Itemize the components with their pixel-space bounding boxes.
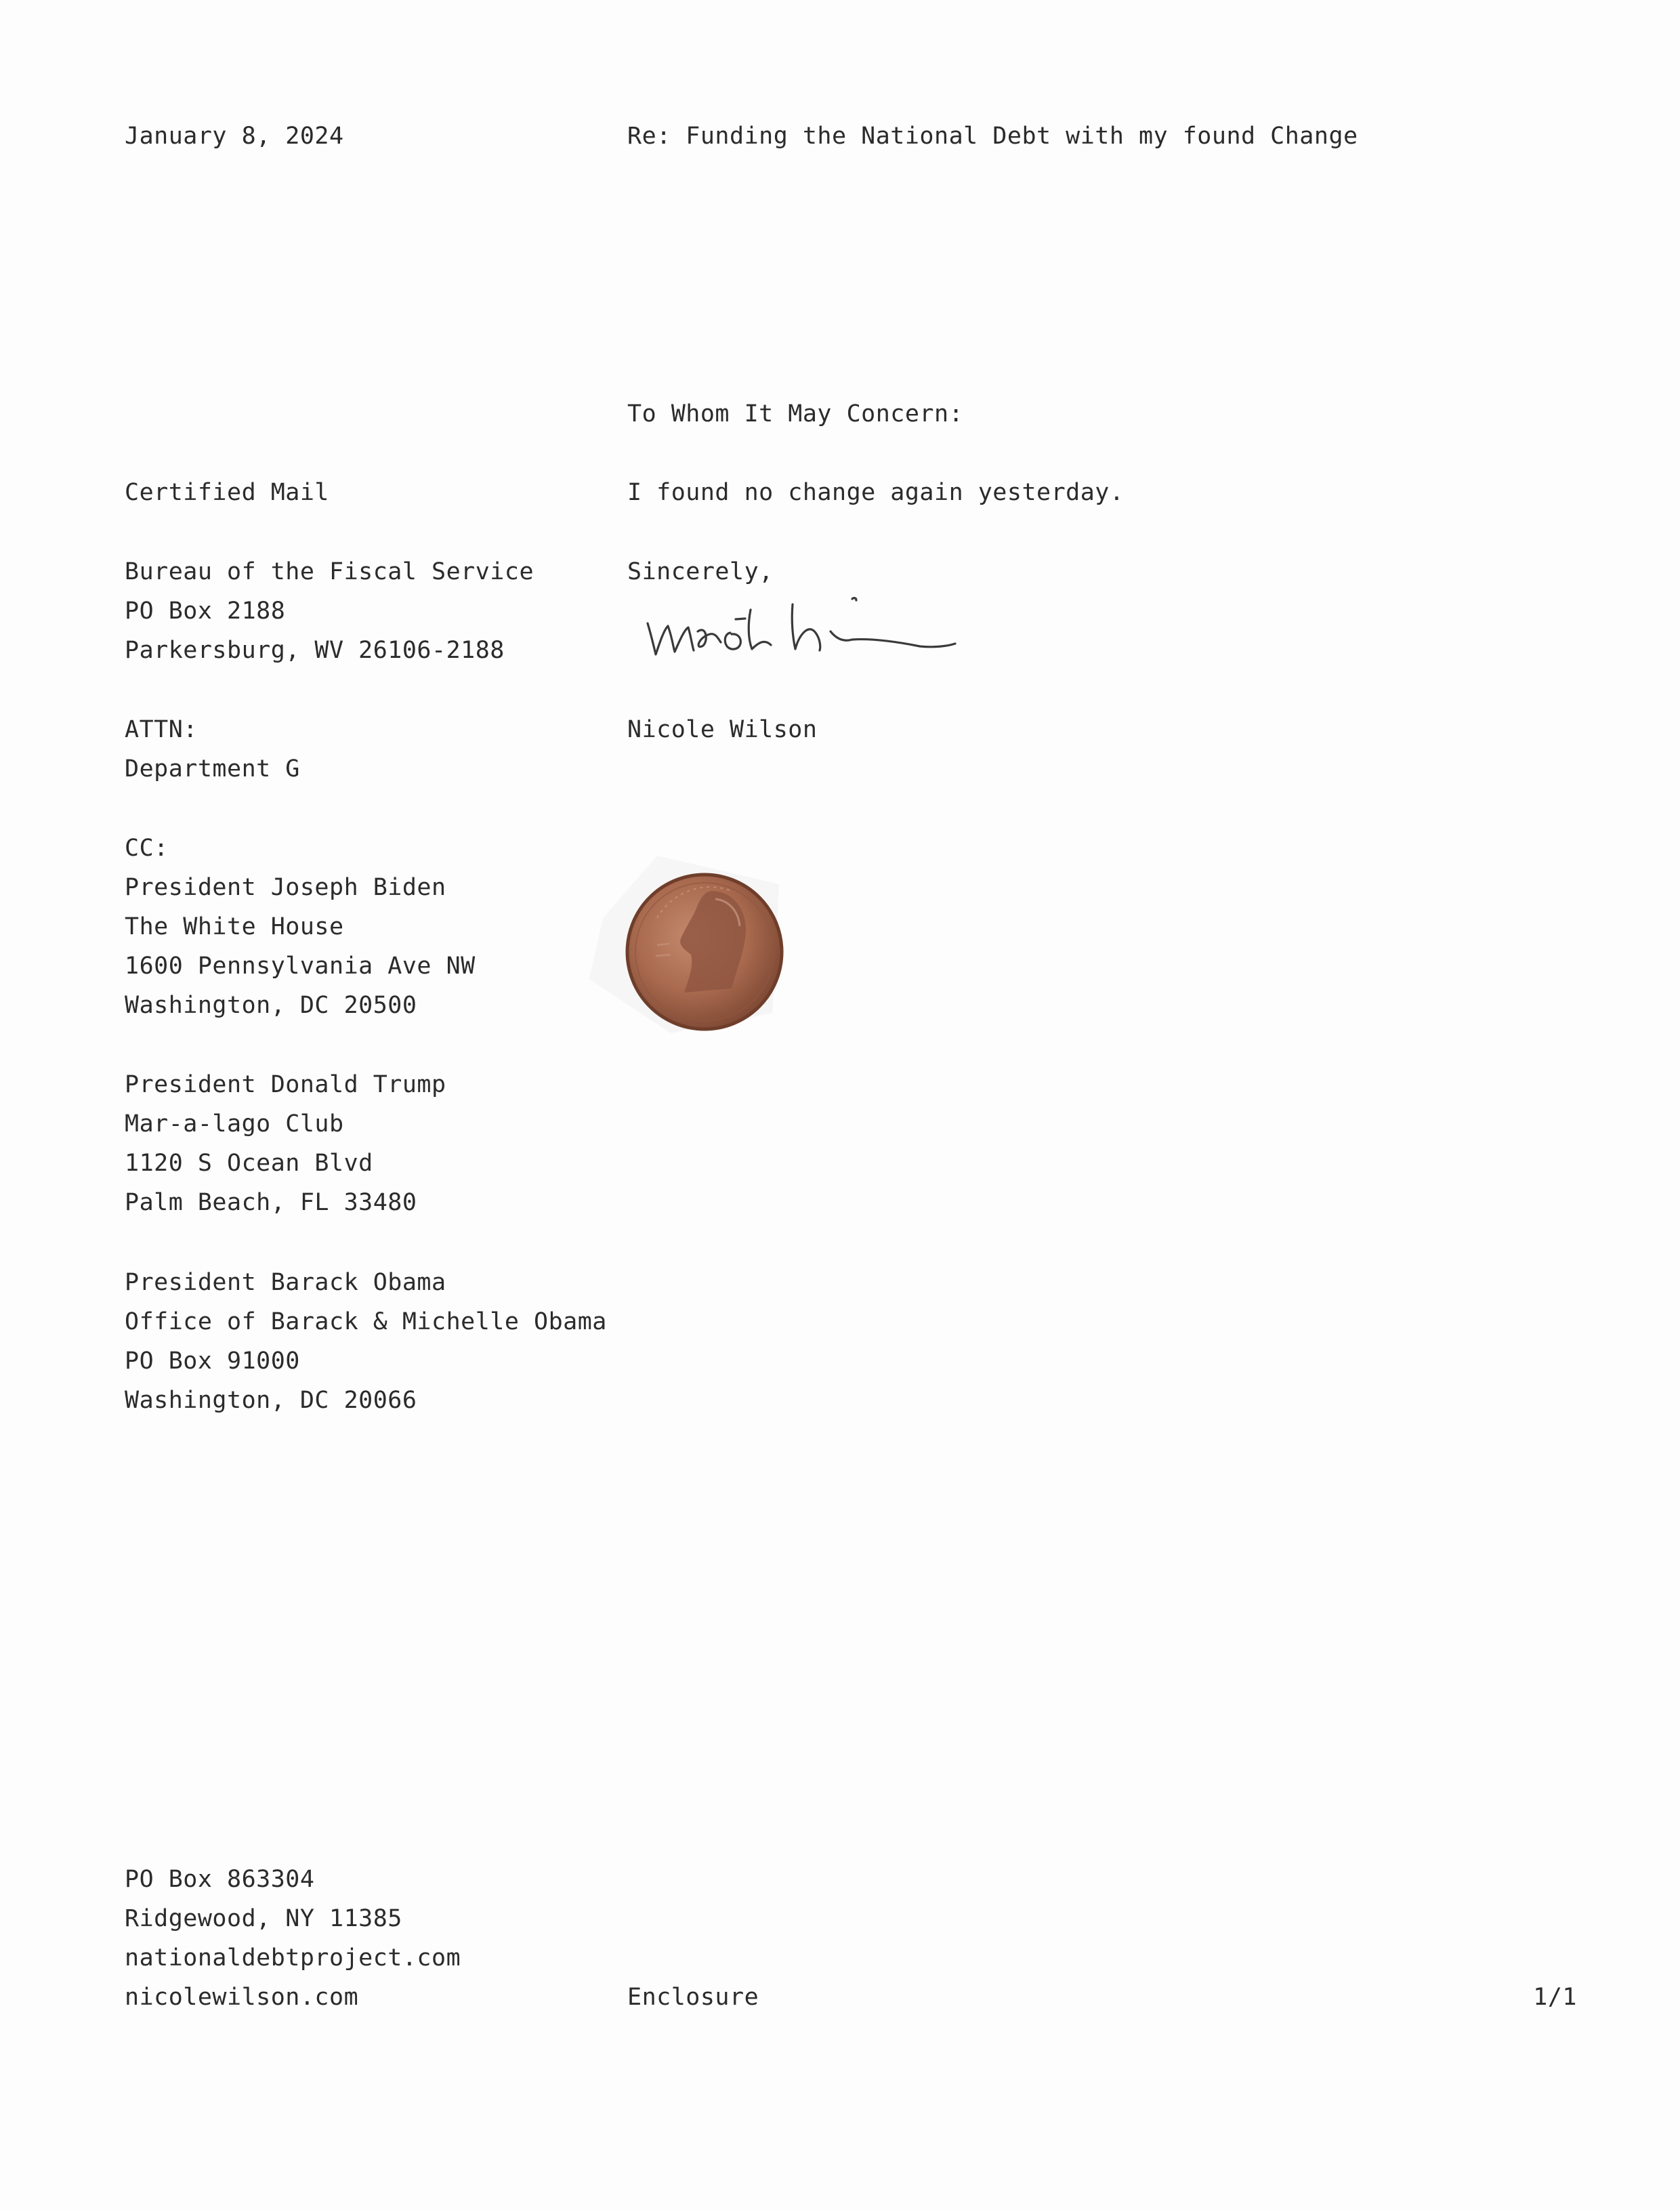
cc-1-line-2: The White House [125,913,344,940]
recipient-name: Bureau of the Fiscal Service [125,558,534,585]
footer-address-line: PO Box 863304 [125,1866,315,1893]
enclosure-label: Enclosure [627,1984,759,2011]
cc-3-line-3: PO Box 91000 [125,1348,300,1375]
cc-1-line-4: Washington, DC 20500 [125,992,417,1019]
footer-website-personal: nicolewilson.com [125,1984,359,2011]
cc-3-line-4: Washington, DC 20066 [125,1387,417,1414]
handwritten-signature [642,589,994,677]
recipient-address-line: PO Box 2188 [125,598,286,625]
delivery-method: Certified Mail [125,479,330,506]
cc-1-line-3: 1600 Pennsylvania Ave NW [125,953,476,980]
letter-date: January 8, 2024 [125,123,344,150]
cc-1-name: President Joseph Biden [125,874,446,901]
cc-2-line-4: Palm Beach, FL 33480 [125,1189,417,1216]
cc-2-line-2: Mar-a-lago Club [125,1110,344,1138]
footer-website-project: nationaldebtproject.com [125,1944,461,1972]
letter-body: I found no change again yesterday. [627,479,1125,506]
letter-subject: Re: Funding the National Debt with my found Change [627,123,1358,150]
salutation: To Whom It May Concern: [627,400,964,428]
penny-coin-image [576,843,799,1040]
footer-city: Ridgewood, NY 11385 [125,1905,402,1932]
cc-label: CC: [125,835,169,862]
cc-2-line-3: 1120 S Ocean Blvd [125,1150,373,1177]
page-number: 1/1 [1533,1984,1577,2011]
attn-value: Department G [125,755,300,783]
recipient-city: Parkersburg, WV 26106-2188 [125,637,505,664]
attn-label: ATTN: [125,716,198,743]
cc-2-name: President Donald Trump [125,1071,446,1098]
cc-3-name: President Barack Obama [125,1269,446,1296]
closing: Sincerely, [627,558,774,585]
sender-name: Nicole Wilson [627,716,818,743]
cc-3-line-2: Office of Barack & Michelle Obama [125,1308,607,1335]
